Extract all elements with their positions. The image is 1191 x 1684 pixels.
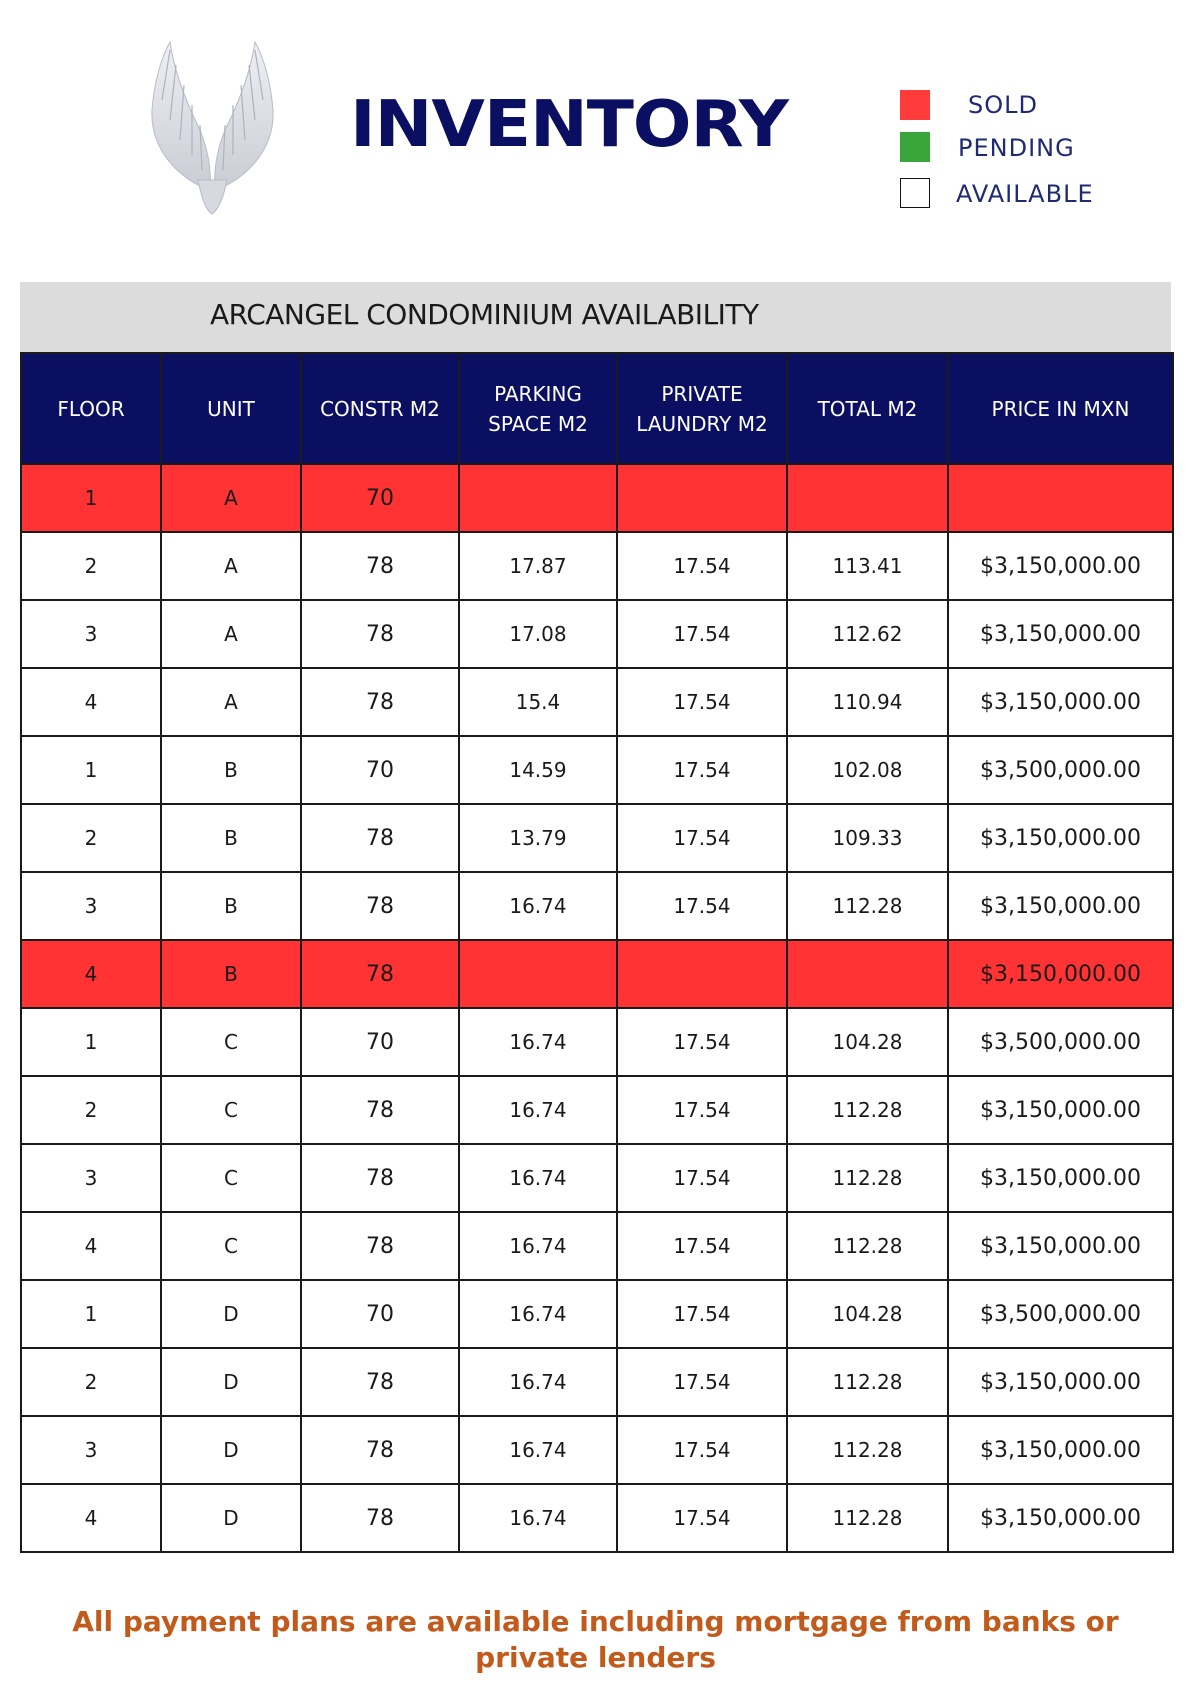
status-legend xyxy=(900,88,1160,232)
cell-price-mxn: $3,150,000.00 xyxy=(948,600,1173,668)
cell-private-laundry-m2: 17.54 xyxy=(617,872,787,940)
cell-unit: A xyxy=(161,600,301,668)
legend-item-available xyxy=(900,180,1160,232)
cell-total-m2: 112.28 xyxy=(787,872,948,940)
cell-price-mxn: $3,500,000.00 xyxy=(948,736,1173,804)
cell-parking-space-m2: 16.74 xyxy=(459,1416,617,1484)
table-row xyxy=(21,1416,1173,1484)
cell-price-mxn: $3,500,000.00 xyxy=(948,1280,1173,1348)
cell-floor: 1 xyxy=(21,1280,161,1348)
inventory-table xyxy=(20,352,1174,1553)
cell-constr-m2: 78 xyxy=(301,1484,459,1552)
table-row xyxy=(21,532,1173,600)
cell-constr-m2: 78 xyxy=(301,1144,459,1212)
table-row xyxy=(21,1212,1173,1280)
cell-parking-space-m2 xyxy=(459,464,617,532)
legend-label-pending: PENDING xyxy=(958,134,1075,162)
cell-price-mxn: $3,150,000.00 xyxy=(948,1416,1173,1484)
cell-constr-m2: 78 xyxy=(301,804,459,872)
cell-private-laundry-m2: 17.54 xyxy=(617,1484,787,1552)
cell-total-m2: 112.28 xyxy=(787,1076,948,1144)
cell-unit: D xyxy=(161,1348,301,1416)
cell-constr-m2: 78 xyxy=(301,1212,459,1280)
column-header-price-mxn: PRICE IN MXN xyxy=(948,353,1173,464)
cell-total-m2: 112.28 xyxy=(787,1144,948,1212)
cell-total-m2: 112.28 xyxy=(787,1212,948,1280)
cell-price-mxn: $3,150,000.00 xyxy=(948,1144,1173,1212)
cell-price-mxn: $3,150,000.00 xyxy=(948,1484,1173,1552)
column-header-total-m2: TOTAL M2 xyxy=(787,353,948,464)
cell-constr-m2: 78 xyxy=(301,668,459,736)
table-row xyxy=(21,1280,1173,1348)
cell-private-laundry-m2: 17.54 xyxy=(617,1076,787,1144)
cell-constr-m2: 78 xyxy=(301,1076,459,1144)
cell-total-m2: 102.08 xyxy=(787,736,948,804)
cell-price-mxn: $3,150,000.00 xyxy=(948,1212,1173,1280)
cell-private-laundry-m2: 17.54 xyxy=(617,668,787,736)
cell-parking-space-m2: 16.74 xyxy=(459,1008,617,1076)
cell-floor: 3 xyxy=(21,1416,161,1484)
cell-total-m2 xyxy=(787,940,948,1008)
cell-price-mxn: $3,150,000.00 xyxy=(948,872,1173,940)
cell-parking-space-m2: 16.74 xyxy=(459,1212,617,1280)
table-row xyxy=(21,668,1173,736)
cell-constr-m2: 70 xyxy=(301,464,459,532)
cell-parking-space-m2 xyxy=(459,940,617,1008)
cell-parking-space-m2: 17.08 xyxy=(459,600,617,668)
cell-floor: 2 xyxy=(21,804,161,872)
cell-constr-m2: 78 xyxy=(301,600,459,668)
cell-unit: C xyxy=(161,1212,301,1280)
legend-item-sold xyxy=(900,88,1160,136)
cell-floor: 3 xyxy=(21,600,161,668)
cell-private-laundry-m2: 17.54 xyxy=(617,804,787,872)
cell-total-m2: 112.28 xyxy=(787,1416,948,1484)
cell-floor: 4 xyxy=(21,1484,161,1552)
table-row xyxy=(21,940,1173,1008)
cell-parking-space-m2: 16.74 xyxy=(459,872,617,940)
cell-constr-m2: 70 xyxy=(301,1280,459,1348)
cell-floor: 3 xyxy=(21,1144,161,1212)
cell-floor: 4 xyxy=(21,1212,161,1280)
availability-banner xyxy=(20,282,1171,352)
table-row xyxy=(21,1348,1173,1416)
table-row xyxy=(21,1144,1173,1212)
cell-private-laundry-m2: 17.54 xyxy=(617,1348,787,1416)
cell-constr-m2: 78 xyxy=(301,532,459,600)
banner-title: ARCANGEL CONDOMINIUM AVAILABILITY xyxy=(210,298,759,331)
table-row xyxy=(21,464,1173,532)
cell-private-laundry-m2: 17.54 xyxy=(617,736,787,804)
cell-total-m2 xyxy=(787,464,948,532)
cell-parking-space-m2: 16.74 xyxy=(459,1144,617,1212)
column-header-floor: FLOOR xyxy=(21,353,161,464)
cell-unit: A xyxy=(161,668,301,736)
column-header-constr-m2: CONSTR M2 xyxy=(301,353,459,464)
angel-wings-logo xyxy=(140,40,285,215)
table-row xyxy=(21,736,1173,804)
cell-constr-m2: 78 xyxy=(301,1348,459,1416)
cell-parking-space-m2: 16.74 xyxy=(459,1280,617,1348)
cell-constr-m2: 78 xyxy=(301,940,459,1008)
cell-floor: 1 xyxy=(21,464,161,532)
cell-constr-m2: 78 xyxy=(301,872,459,940)
cell-private-laundry-m2: 17.54 xyxy=(617,1280,787,1348)
cell-parking-space-m2: 14.59 xyxy=(459,736,617,804)
cell-unit: C xyxy=(161,1144,301,1212)
cell-private-laundry-m2 xyxy=(617,940,787,1008)
cell-unit: D xyxy=(161,1484,301,1552)
cell-unit: B xyxy=(161,804,301,872)
cell-parking-space-m2: 15.4 xyxy=(459,668,617,736)
cell-price-mxn: $3,150,000.00 xyxy=(948,804,1173,872)
cell-total-m2: 109.33 xyxy=(787,804,948,872)
cell-floor: 2 xyxy=(21,1348,161,1416)
table-row xyxy=(21,1008,1173,1076)
payment-plans-note: All payment plans are available including mortgage from banks or private lenders xyxy=(72,1605,1119,1674)
cell-unit: B xyxy=(161,872,301,940)
cell-unit: C xyxy=(161,1076,301,1144)
cell-total-m2: 104.28 xyxy=(787,1008,948,1076)
cell-private-laundry-m2 xyxy=(617,464,787,532)
sold-swatch xyxy=(900,90,930,120)
cell-total-m2: 112.28 xyxy=(787,1348,948,1416)
column-header-parking-space-m2: PARKING SPACE M2 xyxy=(459,353,617,464)
table-header-row xyxy=(21,353,1173,464)
cell-floor: 2 xyxy=(21,532,161,600)
table-row xyxy=(21,872,1173,940)
cell-floor: 4 xyxy=(21,940,161,1008)
cell-private-laundry-m2: 17.54 xyxy=(617,1144,787,1212)
table-row xyxy=(21,1484,1173,1552)
cell-total-m2: 104.28 xyxy=(787,1280,948,1348)
cell-constr-m2: 78 xyxy=(301,1416,459,1484)
available-swatch xyxy=(900,178,930,208)
cell-floor: 2 xyxy=(21,1076,161,1144)
legend-label-sold: SOLD xyxy=(968,91,1038,119)
cell-total-m2: 112.62 xyxy=(787,600,948,668)
cell-price-mxn: $3,150,000.00 xyxy=(948,668,1173,736)
cell-price-mxn: $3,150,000.00 xyxy=(948,1348,1173,1416)
cell-price-mxn: $3,500,000.00 xyxy=(948,1008,1173,1076)
cell-price-mxn xyxy=(948,464,1173,532)
cell-floor: 1 xyxy=(21,1008,161,1076)
cell-parking-space-m2: 13.79 xyxy=(459,804,617,872)
cell-private-laundry-m2: 17.54 xyxy=(617,1008,787,1076)
cell-private-laundry-m2: 17.54 xyxy=(617,1416,787,1484)
cell-unit: D xyxy=(161,1280,301,1348)
cell-private-laundry-m2: 17.54 xyxy=(617,600,787,668)
legend-item-pending xyxy=(900,136,1160,184)
pending-swatch xyxy=(900,132,930,162)
cell-constr-m2: 70 xyxy=(301,1008,459,1076)
cell-parking-space-m2: 16.74 xyxy=(459,1076,617,1144)
page-title: INVENTORY xyxy=(350,88,788,162)
cell-price-mxn: $3,150,000.00 xyxy=(948,532,1173,600)
cell-private-laundry-m2: 17.54 xyxy=(617,532,787,600)
cell-parking-space-m2: 16.74 xyxy=(459,1484,617,1552)
cell-unit: B xyxy=(161,736,301,804)
cell-floor: 3 xyxy=(21,872,161,940)
cell-unit: B xyxy=(161,940,301,1008)
table-row xyxy=(21,600,1173,668)
cell-constr-m2: 70 xyxy=(301,736,459,804)
cell-total-m2: 113.41 xyxy=(787,532,948,600)
legend-label-available: AVAILABLE xyxy=(956,180,1094,208)
column-header-unit: UNIT xyxy=(161,353,301,464)
column-header-private-laundry-m2: PRIVATE LAUNDRY M2 xyxy=(617,353,787,464)
cell-floor: 1 xyxy=(21,736,161,804)
cell-price-mxn: $3,150,000.00 xyxy=(948,1076,1173,1144)
cell-parking-space-m2: 17.87 xyxy=(459,532,617,600)
cell-unit: D xyxy=(161,1416,301,1484)
table-row xyxy=(21,1076,1173,1144)
cell-floor: 4 xyxy=(21,668,161,736)
table-body xyxy=(21,464,1173,1552)
cell-total-m2: 110.94 xyxy=(787,668,948,736)
table-row xyxy=(21,804,1173,872)
cell-unit: A xyxy=(161,532,301,600)
cell-unit: A xyxy=(161,464,301,532)
cell-price-mxn: $3,150,000.00 xyxy=(948,940,1173,1008)
cell-total-m2: 112.28 xyxy=(787,1484,948,1552)
cell-parking-space-m2: 16.74 xyxy=(459,1348,617,1416)
cell-unit: C xyxy=(161,1008,301,1076)
cell-private-laundry-m2: 17.54 xyxy=(617,1212,787,1280)
